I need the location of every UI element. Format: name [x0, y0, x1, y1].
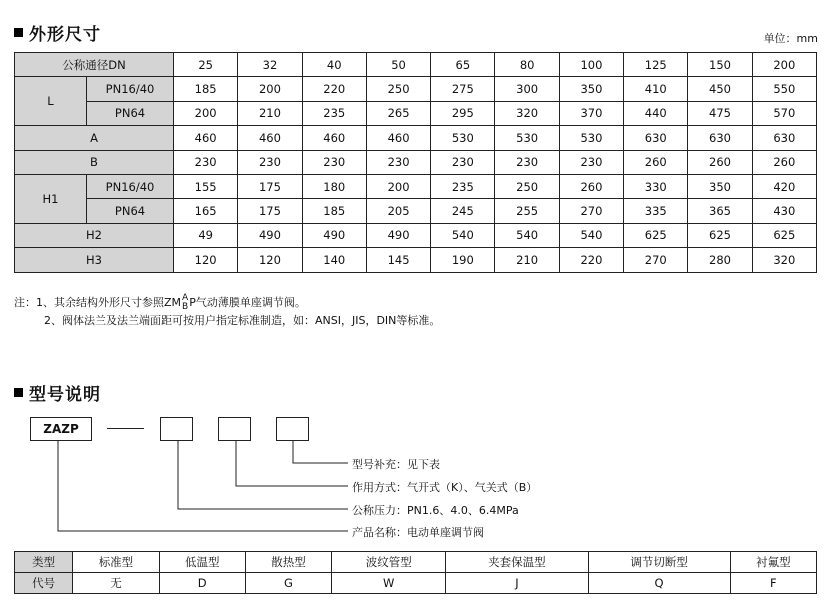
value-cell: 260 [752, 150, 816, 174]
type-code-cell: F [730, 573, 816, 594]
l-label-cell: L [15, 77, 87, 126]
value-cell: 550 [752, 77, 816, 101]
value-cell: 230 [238, 150, 302, 174]
value-cell: 120 [174, 248, 238, 272]
label-product: 产品名称：电动单座调节阀 [352, 526, 484, 539]
value-cell: 630 [624, 126, 688, 150]
value-cell: 625 [688, 223, 752, 247]
model-fraction: A B [182, 293, 189, 312]
dn-cell: 50 [366, 53, 430, 77]
value-cell: 490 [366, 223, 430, 247]
value-cell: 530 [431, 126, 495, 150]
value-cell: 230 [495, 150, 559, 174]
type-row [15, 552, 817, 573]
value-cell: 220 [302, 77, 366, 101]
value-cell: 295 [431, 101, 495, 125]
value-cell: 460 [174, 126, 238, 150]
value-cell: 270 [559, 199, 623, 223]
dn-cell: 40 [302, 53, 366, 77]
leader-pressure [178, 440, 348, 509]
value-cell: 410 [624, 77, 688, 101]
value-cell: 180 [302, 174, 366, 198]
value-cell: 265 [366, 101, 430, 125]
value-cell: 175 [238, 199, 302, 223]
value-cell: 140 [302, 248, 366, 272]
value-cell: 230 [302, 150, 366, 174]
value-cell: 440 [624, 101, 688, 125]
type-table [14, 551, 817, 594]
type-code-cell: J [446, 573, 588, 594]
value-cell: 145 [366, 248, 430, 272]
pressure-class-cell: PN16/40 [87, 77, 174, 101]
b-label-cell: B [15, 150, 174, 174]
h3-label-cell: H3 [15, 248, 174, 272]
value-cell: 540 [559, 223, 623, 247]
value-cell: 49 [174, 223, 238, 247]
leader-supplement [293, 440, 348, 463]
label-supplement: 型号补充：见下表 [352, 458, 440, 471]
value-cell: 235 [431, 174, 495, 198]
value-cell: 350 [559, 77, 623, 101]
h1-label-cell: H1 [15, 174, 87, 223]
value-cell: 540 [495, 223, 559, 247]
note-1: 注：1、其余结构外形尺寸参照ZM A B P气动薄膜单座调节阀。 [14, 293, 306, 312]
value-cell: 155 [174, 174, 238, 198]
value-cell: 320 [752, 248, 816, 272]
value-cell: 250 [495, 174, 559, 198]
value-cell: 235 [302, 101, 366, 125]
dn-cell: 125 [624, 53, 688, 77]
model-title-text: 型号说明 [29, 385, 101, 405]
value-cell: 230 [559, 150, 623, 174]
dn-cell: 25 [174, 53, 238, 77]
value-cell: 260 [624, 150, 688, 174]
value-cell: 185 [174, 77, 238, 101]
type-name-cell: 夹套保温型 [446, 552, 588, 573]
type-code-cell: W [332, 573, 446, 594]
value-cell: 540 [431, 223, 495, 247]
dn-cell: 65 [431, 53, 495, 77]
value-cell: 630 [688, 126, 752, 150]
value-cell: 250 [366, 77, 430, 101]
value-cell: 230 [431, 150, 495, 174]
note-2: 2、阀体法兰及法兰端面距可按用户指定标准制造，如：ANSI，JIS，DIN等标准。 [44, 314, 441, 327]
value-cell: 260 [559, 174, 623, 198]
value-cell: 450 [688, 77, 752, 101]
value-cell: 275 [431, 77, 495, 101]
value-cell: 365 [688, 199, 752, 223]
value-cell: 210 [495, 248, 559, 272]
value-cell: 175 [238, 174, 302, 198]
value-cell: 210 [238, 101, 302, 125]
value-cell: 120 [238, 248, 302, 272]
value-cell: 200 [238, 77, 302, 101]
value-cell: 420 [752, 174, 816, 198]
dn-cell: 150 [688, 53, 752, 77]
type-name-cell: 低温型 [159, 552, 245, 573]
pressure-class-cell: PN16/40 [87, 174, 174, 198]
value-cell: 200 [366, 174, 430, 198]
value-cell: 220 [559, 248, 623, 272]
header-label-cell: 公称通径DN [15, 53, 174, 77]
pressure-class-cell: PN64 [87, 199, 174, 223]
value-cell: 530 [559, 126, 623, 150]
dimensions-title-text: 外形尺寸 [29, 25, 101, 45]
type-label-cell: 类型 [15, 552, 73, 573]
type-name-cell: 标准型 [73, 552, 159, 573]
label-action: 作用方式：气开式（K）、气关式（B） [352, 481, 538, 494]
type-code-cell: G [245, 573, 331, 594]
value-cell: 330 [624, 174, 688, 198]
value-cell: 245 [431, 199, 495, 223]
value-cell: 460 [302, 126, 366, 150]
value-cell: 185 [302, 199, 366, 223]
label-pressure: 公称压力：PN1.6、4.0、6.4MPa [352, 504, 519, 517]
value-cell: 205 [366, 199, 430, 223]
pressure-class-cell: PN64 [87, 101, 174, 125]
code-row [15, 573, 817, 594]
value-cell: 460 [366, 126, 430, 150]
type-code-cell: D [159, 573, 245, 594]
value-cell: 200 [174, 101, 238, 125]
value-cell: 320 [495, 101, 559, 125]
value-cell: 165 [174, 199, 238, 223]
type-name-cell: 衬氟型 [730, 552, 816, 573]
value-cell: 190 [431, 248, 495, 272]
dn-cell: 80 [495, 53, 559, 77]
value-cell: 530 [495, 126, 559, 150]
value-cell: 630 [752, 126, 816, 150]
value-cell: 570 [752, 101, 816, 125]
value-cell: 350 [688, 174, 752, 198]
value-cell: 280 [688, 248, 752, 272]
value-cell: 300 [495, 77, 559, 101]
dn-cell: 200 [752, 53, 816, 77]
value-cell: 460 [238, 126, 302, 150]
type-name-cell: 调节切断型 [588, 552, 730, 573]
type-name-cell: 波纹管型 [332, 552, 446, 573]
value-cell: 430 [752, 199, 816, 223]
value-cell: 255 [495, 199, 559, 223]
value-cell: 370 [559, 101, 623, 125]
a-label-cell: A [15, 126, 174, 150]
model-code-box: ZAZP [30, 417, 92, 441]
value-cell: 335 [624, 199, 688, 223]
unit-label: 单位：mm [763, 32, 818, 45]
type-code-cell: 无 [73, 573, 159, 594]
code-label-cell: 代号 [15, 573, 73, 594]
h2-label-cell: H2 [15, 223, 174, 247]
value-cell: 625 [624, 223, 688, 247]
value-cell: 230 [366, 150, 430, 174]
dn-cell: 32 [238, 53, 302, 77]
dn-cell: 100 [559, 53, 623, 77]
type-name-cell: 散热型 [245, 552, 331, 573]
value-cell: 260 [688, 150, 752, 174]
value-cell: 490 [238, 223, 302, 247]
type-code-cell: Q [588, 573, 730, 594]
value-cell: 490 [302, 223, 366, 247]
value-cell: 625 [752, 223, 816, 247]
value-cell: 270 [624, 248, 688, 272]
value-cell: 475 [688, 101, 752, 125]
value-cell: 230 [174, 150, 238, 174]
